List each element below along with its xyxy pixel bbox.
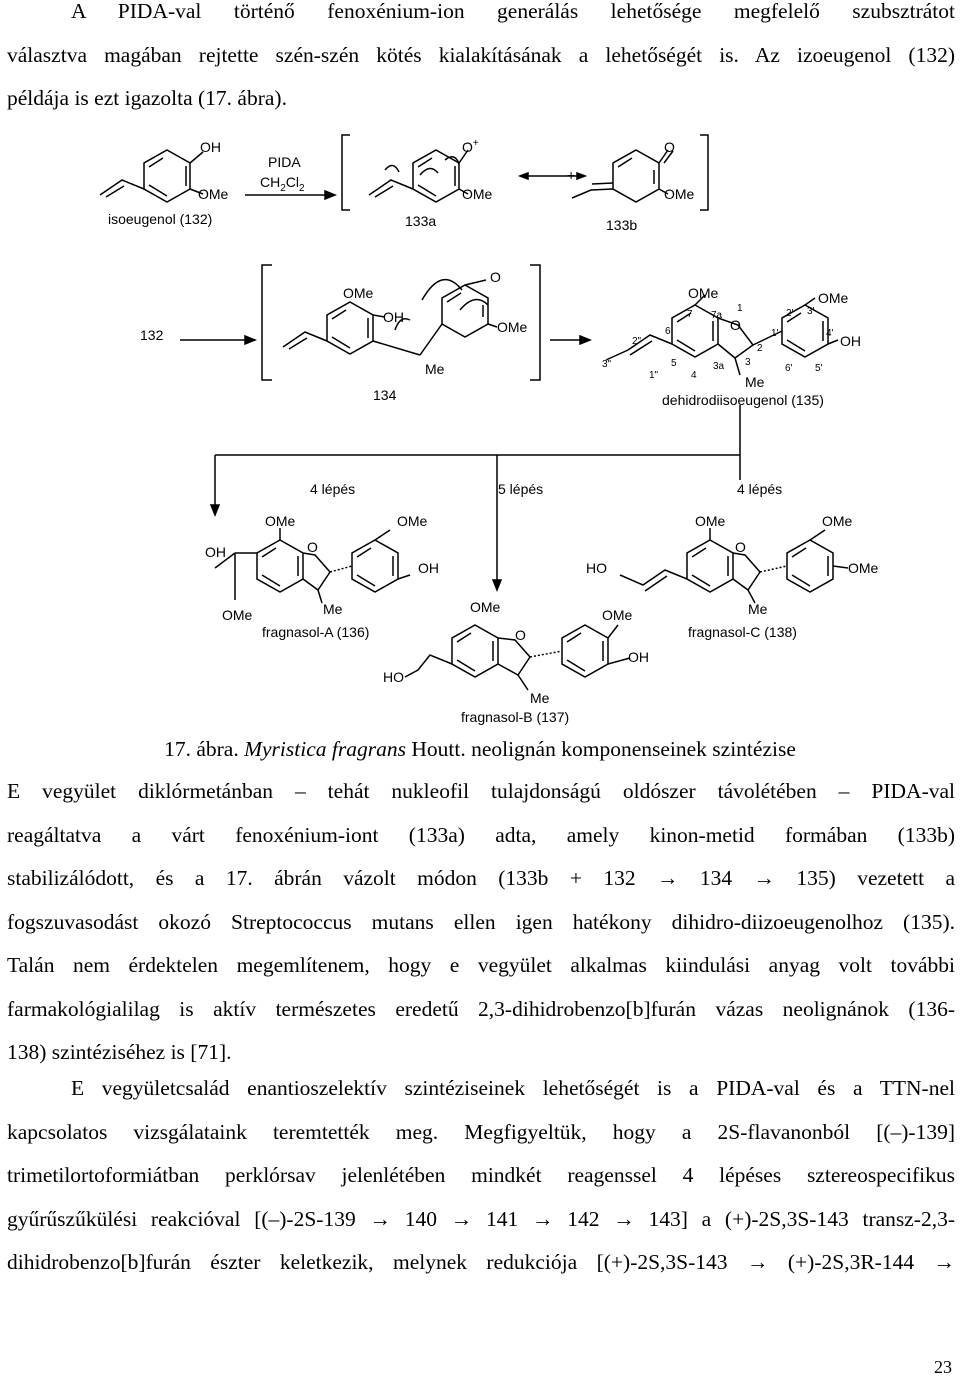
ome-137a: OMe [470,599,501,615]
figure-caption: 17. ábra. Myristica fragrans Houtt. neolignán komponenseinek szintézise [164,737,796,761]
body2-line-4: gyűrűszűkülési reakcióval [(–)-2S-139 → 140 → 141 → 142 → 143] a (+)-2S,3S-143 transz-2,3- [7,1206,955,1231]
body2-line-1: E vegyületcsalád enantioszelektív szintéziseinek lehetőségét is a PIDA-val és a TTN-nel [71,1076,955,1100]
body-paragraph-2 [7,1067,955,1285]
oh-135: OH [840,333,861,349]
oh-132: OH [200,139,221,155]
pos-3: 3 [745,357,751,368]
o-133b: O [664,139,675,155]
oplus-133a: O+ [462,138,479,155]
ho-137: HO [383,669,404,685]
body1-line-2: reagáltatva a várt fenoxénium-iont (133a) adta, amely kinon-metid formában (133b) [7,822,955,847]
ho-138: HO [586,560,607,576]
pos-4p: 4' [826,328,834,339]
label-134: 134 [373,387,397,403]
body1-line-1: E vegyület diklórmetánban – tehát nukleofil tulajdonságú oldószer távolétében – PIDA-val [7,779,955,803]
body1-line-7: 138) szintéziséhez is [71]. [7,1040,232,1064]
me-138: Me [748,601,768,617]
pos-7: 7 [687,309,693,320]
me-135: Me [745,374,765,390]
page-number: 23 [934,1357,952,1377]
body2-line-5: dihidrobenzo[b]furán észter keletkezik, melynek redukciója [(+)-2S,3S-143 → (+)-2S,3R-144 → [7,1250,955,1274]
ome-138c: OMe [848,560,879,576]
body1-line-4: fogszuvasodást okozó Streptococcus mutans ellen igen hatékony dihidro-diizoeugenolhoz (135). [7,909,955,934]
ome-136b: OMe [397,513,428,529]
pos-5p: 5' [815,363,823,374]
steps-right: 4 lépés [737,481,783,497]
label-isoeugenol: isoeugenol (132) [108,211,213,227]
pos-7a: 7a [711,310,723,321]
intro-line-2: választva magában rejtette szén-szén kötés kialakításának a lehetőségét is. Az izoeugenol (132) [7,42,955,67]
label-135: dehidrodiisoeugenol (135) [662,392,824,408]
body2-line-2: kapcsolatos vizsgálataink teremtették meg. Megfigyeltük, hogy a 2S-flavanonból [(–)-139] [7,1119,955,1144]
ome-136c: OMe [222,607,253,623]
pos-2p: 2' [786,308,794,319]
intro-line-1: A PIDA-val történő fenoxénium-ion generálás lehetősége megfelelő szubsztrátot [71,0,955,23]
ome-135: OMe [688,285,719,301]
pida-label: PIDA [268,154,301,170]
body2-line-3: trimetilortoformiátban perklórsav jelenlétében mindkét reagenssel 4 lépéses sztereospecifikus [7,1163,955,1187]
solvent-label: $CH_2Cl_2$ [260,174,305,194]
oh-134: OH [383,309,404,325]
body1-line-6: farmakológialilag is aktív természetes eredetű 2,3-dihidrobenzo[b]furán vázas neolignánok (136- [7,996,955,1021]
pos-1: 1 [737,303,743,314]
ome-134b: OMe [497,319,528,335]
label-138: fragnasol-C (138) [688,624,797,640]
o-138: O [735,539,746,555]
plus-133b: + [567,167,576,183]
label-132-ref: 132 [140,327,164,343]
pos-6: 6 [665,326,671,337]
oh-136: OH [205,544,226,560]
body1-line-3: stabilizálódott, és a 17. ábrán vázolt módon (133b + 132 → 134 → 135) vezetett a [7,866,955,890]
pos-6p: 6' [785,363,793,374]
body-paragraph-1 [7,770,955,1075]
ome-134: OMe [343,285,374,301]
ome-138a: OMe [695,513,726,529]
me-137: Me [530,690,550,706]
pos-3a: 3a [713,361,725,372]
steps-mid: 5 lépés [498,481,544,497]
label-133b: 133b [606,217,638,233]
pos-3pp: 3" [602,359,612,370]
me-136: Me [323,601,343,617]
ome-133b: OMe [664,186,695,202]
intro-line-3: példája is ezt igazolta (17. ábra). [7,86,287,110]
steps-left: 4 lépés [310,481,356,497]
pos-4: 4 [691,370,697,381]
o-137: O [515,627,526,643]
ome-135b: OMe [818,290,849,306]
pos-2: 2 [757,343,763,354]
label-137: fragnasol-B (137) [461,709,570,725]
ome-133a: OMe [462,186,493,202]
o-136: O [307,539,318,555]
pos-1pp: 1" [649,370,659,381]
o-134: O [490,269,501,285]
ome-137b: OMe [602,607,633,623]
oh-136b: OH [418,560,439,576]
pos-1p: 1' [771,328,779,339]
reaction-scheme [0,115,960,730]
ring-132 [144,150,190,202]
label-136: fragnasol-A (136) [262,624,370,640]
pos-5: 5 [671,358,677,369]
ome-138b: OMe [822,513,853,529]
me-134: Me [425,361,445,377]
pos-2pp: 2" [632,336,642,347]
body1-line-5: Talán nem érdektelen megemlítenem, hogy e vegyület alkalmas kiindulási anyag volt további [7,953,955,977]
intro-paragraph [7,0,955,121]
o-135: O [730,317,741,333]
label-133a: 133a [405,213,437,229]
ome-136a: OMe [265,513,296,529]
ome-132: OMe [198,186,229,202]
pos-3p: 3' [807,306,815,317]
oh-137: OH [628,649,649,665]
